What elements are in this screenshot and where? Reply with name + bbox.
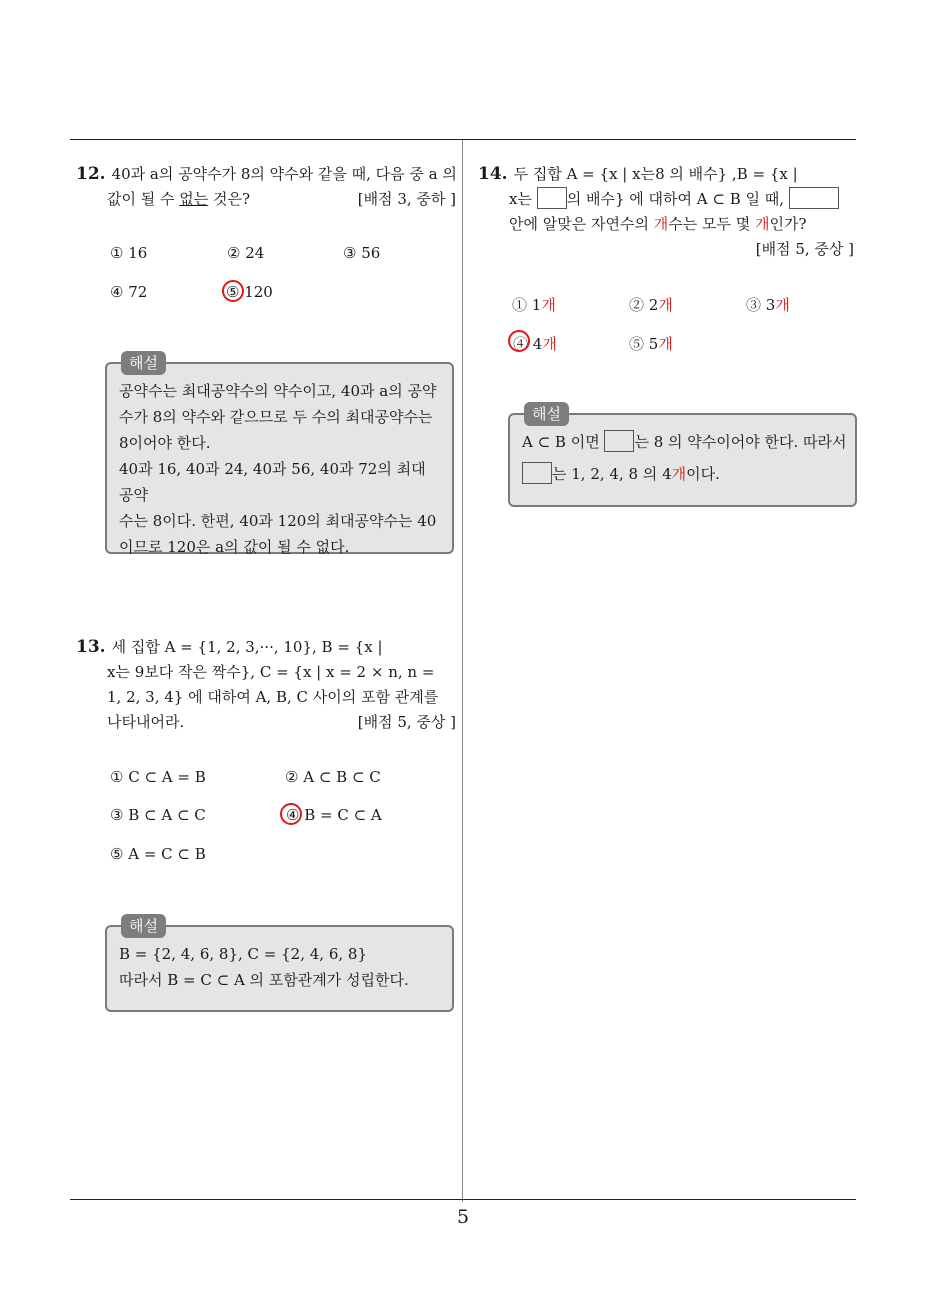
answer-circle-mark (280, 803, 302, 825)
blank-box (522, 462, 552, 484)
q12-option-5[interactable]: ⑤ 120 (226, 283, 273, 301)
points-label: [배점 3, 중하 ] (357, 190, 456, 208)
question-number: 13. (76, 637, 106, 657)
q12-explanation-box (105, 354, 454, 556)
q12-option-1[interactable]: ① 16 (110, 244, 148, 262)
question-text: 인가? (769, 215, 807, 233)
explanation-tag: 해설 (121, 351, 166, 375)
points-label: [배점 5, 중상 ] (357, 713, 456, 731)
question-text: 값이 될 수 (107, 190, 180, 208)
option-label: ① 1 (512, 296, 542, 314)
q12-option-3[interactable]: ③ 56 (343, 244, 381, 262)
question-text: 세 집합 A = {1, 2, 3,···, 10}, B = {x | (111, 638, 383, 656)
question-13-line2: x는 9보다 작은 짝수}, C = {x | x = 2 × n, n = (107, 663, 435, 681)
explanation-line: B = {2, 4, 6, 8}, C = {2, 4, 6, 8} (119, 945, 367, 963)
red-unit-text: 개 (775, 296, 790, 314)
q14-option-5[interactable] (629, 333, 673, 354)
question-14-line4 (478, 237, 858, 262)
q14-option-3[interactable] (746, 294, 790, 315)
question-text: 것은? (208, 190, 251, 208)
explanation-line (522, 429, 847, 455)
blank-box (537, 187, 567, 209)
option-label: ② 2 (629, 296, 659, 314)
option-label: ④ 4 (513, 335, 543, 353)
explanation-line: 8이어야 한다. (119, 434, 211, 452)
question-14-line3 (478, 212, 858, 237)
underlined-word: 없는 (179, 190, 209, 208)
red-unit-text: 개 (658, 335, 673, 353)
question-text: 안에 알맞은 자연수의 (509, 215, 654, 233)
q12-option-4[interactable]: ④ 72 (110, 283, 148, 301)
q13-option-1[interactable]: ① C ⊂ A = B (110, 768, 206, 786)
page-number: 5 (456, 1206, 470, 1228)
question-14-line1 (478, 162, 858, 187)
question-text: 40과 a의 공약수가 8의 약수와 같을 때, 다음 중 a 의 (111, 165, 457, 183)
explanation-tag: 해설 (121, 914, 166, 938)
explanation-line: 공약수는 최대공약수의 약수이고, 40과 a의 공약 (119, 382, 437, 400)
option-label: ③ 3 (746, 296, 776, 314)
question-text: 수는 모두 몇 (668, 215, 755, 233)
explanation-line: 따라서 B = C ⊂ A 의 포함관계가 성립한다. (119, 971, 409, 989)
explanation-tag: 해설 (524, 402, 569, 426)
question-12-line2 (76, 187, 456, 212)
explanation-text: 는 1, 2, 4, 8 의 4 (552, 465, 672, 483)
explanation-text: 이다. (686, 465, 720, 483)
q13-option-5[interactable]: ⑤ A = C ⊂ B (110, 845, 206, 863)
question-14-line2 (478, 187, 858, 212)
question-12 (76, 162, 456, 212)
points-label: [배점 5, 중상 ] (755, 240, 854, 258)
explanation-text: 는 8 의 약수이어야 한다. 따라서 (634, 433, 847, 451)
q13-explanation-box (105, 917, 454, 1012)
red-unit-text: 개 (754, 215, 770, 233)
question-13 (76, 635, 456, 735)
explanation-line: 수가 8의 약수와 같으므로 두 수의 최대공약수는 (119, 408, 433, 426)
question-text: 두 집합 A = {x | x는8 의 배수} ,B = {x | (513, 165, 798, 183)
q14-option-1[interactable] (512, 294, 556, 315)
explanation-text: A ⊂ B 이면 (522, 433, 605, 451)
question-12-line1 (76, 162, 456, 187)
column-divider (462, 140, 463, 1202)
q12-option-2[interactable]: ② 24 (227, 244, 265, 262)
question-13-line4 (76, 710, 456, 735)
red-unit-text: 개 (658, 296, 673, 314)
question-14 (478, 162, 858, 262)
blank-box (604, 430, 634, 452)
answer-circle-mark (508, 330, 530, 352)
red-unit-text: 개 (653, 215, 669, 233)
option-label: ⑤ 5 (629, 335, 659, 353)
question-number: 14. (478, 164, 508, 184)
blank-box (789, 187, 839, 209)
red-unit-text: 개 (671, 465, 687, 483)
q13-option-2[interactable]: ② A ⊂ B ⊂ C (285, 768, 381, 786)
question-text: 나타내어라. (107, 713, 185, 731)
question-number: 12. (76, 164, 106, 184)
q13-option-4[interactable]: ④ B = C ⊂ A (286, 806, 382, 824)
q14-option-2[interactable] (629, 294, 673, 315)
question-text: 의 배수} 에 대하여 A ⊂ B 일 때, (566, 190, 789, 208)
bottom-rule (70, 1199, 856, 1200)
explanation-line: 이므로 120은 a의 값이 될 수 없다. (119, 538, 350, 556)
answer-circle-mark (222, 280, 244, 302)
q14-explanation-box (508, 405, 857, 507)
explanation-line: 수는 8이다. 한편, 40과 120의 최대공약수는 40 (119, 512, 437, 530)
question-13-line1 (76, 635, 456, 660)
question-13-line3: 1, 2, 3, 4} 에 대하여 A, B, C 사이의 포함 관계를 (107, 688, 439, 706)
red-unit-text: 개 (542, 335, 557, 353)
top-rule (70, 139, 856, 140)
explanation-line (522, 461, 843, 487)
explanation-line: 40과 16, 40과 24, 40과 56, 40과 72의 최대공약 (119, 460, 426, 504)
red-unit-text: 개 (541, 296, 556, 314)
q13-option-3[interactable]: ③ B ⊂ A ⊂ C (110, 806, 206, 824)
question-text: x는 (509, 190, 537, 208)
